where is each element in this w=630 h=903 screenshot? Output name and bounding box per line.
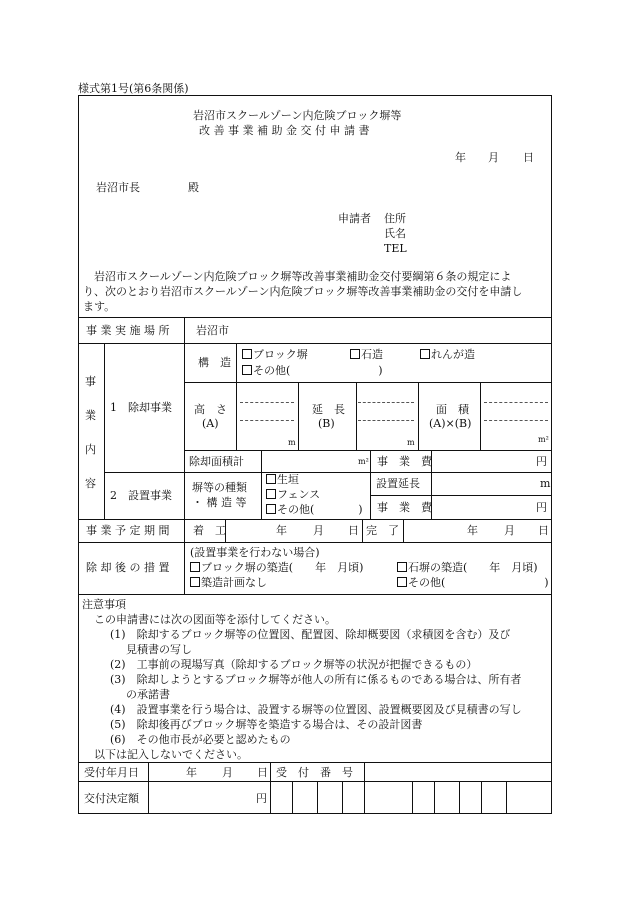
install-length-unit: m: [540, 477, 551, 490]
checkbox-icon: [190, 577, 200, 587]
form-label: 様式第1号(第6条関係): [78, 82, 189, 95]
installation-type-label-1: 塀等の種類: [192, 481, 247, 494]
content-char-1: 事: [85, 375, 96, 388]
checkbox-icon: [190, 562, 200, 572]
checkbox-icon: [266, 474, 276, 484]
schedule-start: 着 工: [193, 524, 226, 537]
note-item-2: (2) 工事前の現場写真（除却するブロック塀等の状況が把握できるもの）: [110, 658, 478, 671]
date-month: 月: [488, 151, 499, 164]
schedule-label: 事 業 予 定 期 間: [86, 524, 170, 537]
after-opt-stone[interactable]: 石塀の築造( 年 月頃): [397, 561, 538, 574]
option-brick[interactable]: れんが造: [420, 348, 475, 361]
addressee-suffix: 殿: [188, 181, 199, 194]
checkbox-icon: [266, 489, 276, 499]
note-item-3-cont: の承諾書: [126, 688, 170, 701]
date-day: 日: [523, 151, 534, 164]
checkbox-icon: [350, 349, 360, 359]
intro-line-3: ます。: [83, 300, 116, 313]
schedule-start-year: 年: [276, 524, 287, 537]
option-other[interactable]: その他( ): [242, 364, 383, 377]
notes-title: 注意事項: [82, 598, 126, 611]
demolition-cost-yen: 円: [536, 455, 547, 468]
after-opt-other[interactable]: その他( ): [397, 576, 549, 589]
after-note: (設置事業を行わない場合): [190, 546, 320, 559]
structure-label: 構 造: [198, 356, 231, 369]
received-year: 年: [186, 766, 197, 779]
checkbox-icon: [397, 577, 407, 587]
content-char-3: 内: [85, 443, 96, 456]
option-block[interactable]: ブロック塀: [242, 348, 308, 361]
date-year: 年: [455, 151, 466, 164]
note-item-3: (3) 除却しようとするブロック塀等が他人の所有に係るものである場合は、所有者: [110, 673, 522, 686]
intro-line-1: 岩沼市スクールゾーン内危険ブロック塀等改善事業補助金交付要綱第６条の規定によ: [94, 270, 512, 283]
after-opt-none[interactable]: 築造計画なし: [190, 576, 267, 589]
received-date-label: 受付年月日: [84, 766, 139, 779]
install-cost-label: 事 業 費: [377, 501, 432, 514]
notes-intro: この申請書には次の図面等を添付してください。: [94, 613, 336, 626]
title-line-2: 改 善 事 業 補 助 金 交 付 申 請 書: [199, 124, 370, 137]
demolition-label: 1 除却事業: [110, 401, 172, 414]
decision-yen: 円: [256, 792, 267, 805]
height-sub: (A): [202, 417, 219, 430]
schedule-end-month: 月: [504, 524, 515, 537]
install-length-label: 設置延長: [376, 477, 420, 490]
note-item-5: (5) 除却後再びブロック塀等を築造する場合は、その設計図書: [110, 718, 423, 731]
notes-footer: 以下は記入しないでください。: [94, 748, 248, 761]
location-value: 岩沼市: [196, 324, 229, 337]
schedule-end: 完 了: [366, 524, 399, 537]
receipt-no-label: 受 付 番 号: [276, 766, 353, 779]
height-label: 高 さ: [194, 403, 227, 416]
after-opt-block[interactable]: ブロック塀の築造( 年 月頃): [190, 561, 363, 574]
height-unit: m: [288, 438, 296, 447]
schedule-start-month: 月: [313, 524, 324, 537]
checkbox-icon: [242, 349, 252, 359]
length-unit: m: [407, 438, 415, 447]
title-line-1: 岩沼市スクールゾーン内危険ブロック塀等: [193, 109, 402, 122]
option-install-other[interactable]: その他( ): [266, 503, 363, 516]
after-label: 除 却 後 の 措 置: [86, 561, 170, 574]
option-stone[interactable]: 石造: [350, 348, 383, 361]
content-char-2: 業: [85, 409, 96, 422]
decision-label: 交付決定額: [84, 792, 139, 805]
length-label: 延 長: [312, 403, 345, 416]
applicant-tel: TEL: [384, 242, 407, 255]
area-label: 面 積: [436, 403, 469, 416]
applicant-label: 申請者: [338, 212, 371, 225]
note-item-1: (1) 除却するブロック塀等の位置図、配置図、除却概要図（求積図を含む）及び: [110, 628, 511, 641]
received-day: 日: [257, 766, 268, 779]
installation-type-label-2: ・ 構 造 等: [192, 496, 247, 509]
applicant-address: 住所: [384, 212, 406, 225]
note-item-4: (4) 設置事業を行う場合は、設置する塀等の位置図、設置概要図及び見積書の写し: [110, 703, 522, 716]
checkbox-icon: [397, 562, 407, 572]
applicant-name: 氏名: [384, 227, 406, 240]
removed-area-label: 除却面積計: [189, 455, 244, 468]
schedule-end-year: 年: [467, 524, 478, 537]
option-hedge[interactable]: 生垣: [266, 473, 299, 486]
schedule-end-day: 日: [538, 524, 549, 537]
option-fence[interactable]: フェンス: [266, 488, 320, 501]
removed-area-unit: m²: [358, 457, 369, 466]
installation-label: 2 設置事業: [110, 489, 172, 502]
location-label: 事 業 実 施 場 所: [86, 324, 170, 337]
install-cost-yen: 円: [536, 501, 547, 514]
intro-line-2: り、次のとおり岩沼市スクールゾーン内危険ブロック塀等改善事業補助金の交付を申請し: [83, 285, 523, 298]
checkbox-icon: [420, 349, 430, 359]
checkbox-icon: [242, 365, 252, 375]
checkbox-icon: [266, 504, 276, 514]
demolition-cost-label: 事 業 費: [377, 455, 432, 468]
note-item-6: (6) その他市長が必要と認めたもの: [110, 733, 291, 746]
note-item-1-cont: 見積書の写し: [126, 643, 192, 656]
length-sub: (B): [318, 417, 335, 430]
addressee-name: 岩沼市長: [96, 181, 140, 194]
area-unit: m²: [538, 435, 549, 444]
content-char-4: 容: [85, 477, 96, 490]
area-sub: (A)×(B): [429, 417, 472, 430]
schedule-start-day: 日: [348, 524, 359, 537]
received-month: 月: [222, 766, 233, 779]
